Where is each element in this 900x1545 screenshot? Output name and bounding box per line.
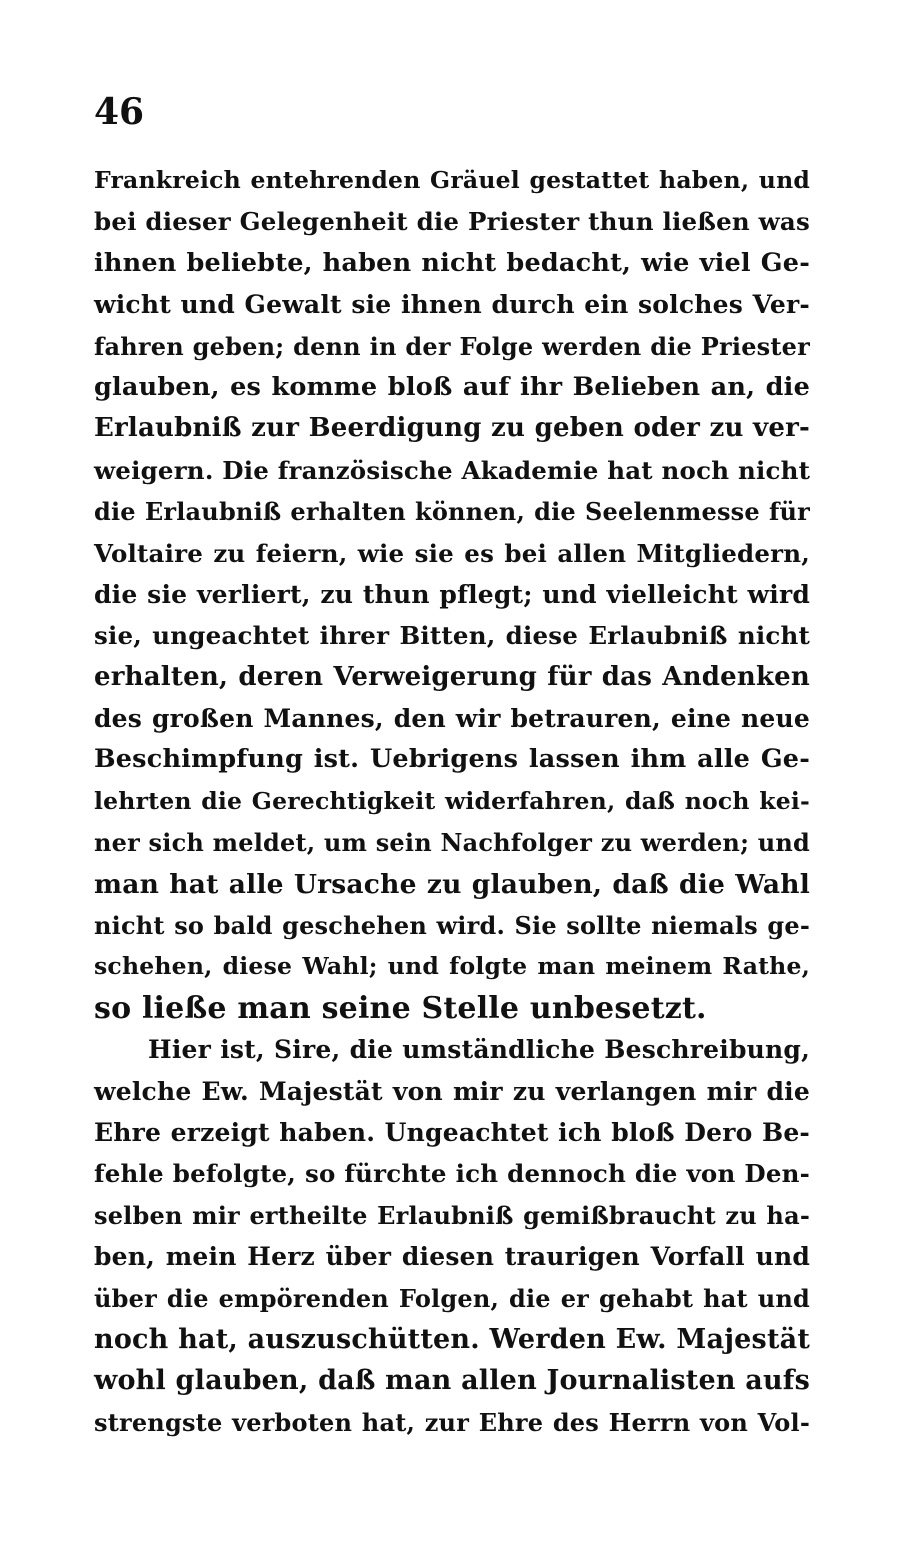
text-line: Beschimpfung ist. Uebrigens lassen ihm alle Ge- (94, 744, 810, 775)
text-line: die sie verliert, zu thun pflegt; und vielleicht wird (94, 579, 810, 609)
text-line: strengste verboten hat, zur Ehre des Herrn von Vol- (94, 1407, 810, 1437)
text-line: die Erlaubniß erhalten können, die Seelenmesse für (94, 497, 810, 527)
body-text (94, 160, 810, 1443)
text-line: schehen, diese Wahl; und folgte man meinem Rathe, (94, 952, 810, 981)
text-line: des großen Mannes, den wir betrauren, eine neue (94, 704, 810, 734)
text-line: selben mir ertheilte Erlaubniß gemißbraucht zu ha- (94, 1200, 810, 1230)
text-line: Voltaire zu feiern, wie sie es bei allen Mitgliedern, (94, 538, 810, 568)
text-line: noch hat, auszuschütten. Werden Ew. Majestät (94, 1323, 810, 1355)
text-line: bei dieser Gelegenheit die Priester thun ließen was (94, 207, 810, 237)
text-line: welche Ew. Majestät von mir zu verlangen mir die (94, 1076, 810, 1106)
text-line: nicht so bald geschehen wird. Sie sollte niemals ge- (94, 911, 810, 941)
text-line: Erlaubniß zur Beerdigung zu geben oder zu ver- (94, 413, 810, 444)
text-line: sie, ungeachtet ihrer Bitten, diese Erlaubniß nicht (94, 621, 810, 651)
text-line: lehrten die Gerechtigkeit widerfahren, daß noch kei- (94, 786, 810, 815)
text-line: fahren geben; denn in der Folge werden die Priester (94, 331, 810, 361)
text-line: ihnen beliebte, haben nicht bedacht, wie viel Ge- (94, 247, 810, 278)
text-line: glauben, es komme bloß auf ihr Belieben an, die (94, 371, 810, 402)
text-line: Hier ist, Sire, die umständliche Beschreibung, (148, 1035, 810, 1065)
text-line: fehle befolgte, so fürchte ich dennoch die von Den- (94, 1159, 810, 1189)
page-number: 46 (94, 91, 145, 133)
text-line: wohl glauben, daß man allen Journalisten aufs (94, 1365, 810, 1397)
text-line: man hat alle Ursache zu glauben, daß die Wahl (94, 868, 810, 900)
text-line: ner sich meldet, um sein Nachfolger zu werden; und (94, 828, 810, 858)
text-line: erhalten, deren Verweigerung für das Andenken (94, 661, 810, 692)
text-line: über die empörenden Folgen, die er gehabt hat und (94, 1283, 810, 1313)
text-line: wicht und Gewalt sie ihnen durch ein solches Ver- (94, 290, 810, 320)
text-line: so ließe man seine Stelle unbesetzt. (94, 990, 707, 1026)
text-line: ben, mein Herz über diesen traurigen Vorfall und (94, 1242, 810, 1272)
text-line: Ehre erzeigt haben. Ungeachtet ich bloß Dero Be- (94, 1117, 810, 1147)
text-line: weigern. Die französische Akademie hat noch nicht (94, 455, 811, 485)
text-line: Frankreich entehrenden Gräuel gestattet haben, und (94, 166, 810, 194)
